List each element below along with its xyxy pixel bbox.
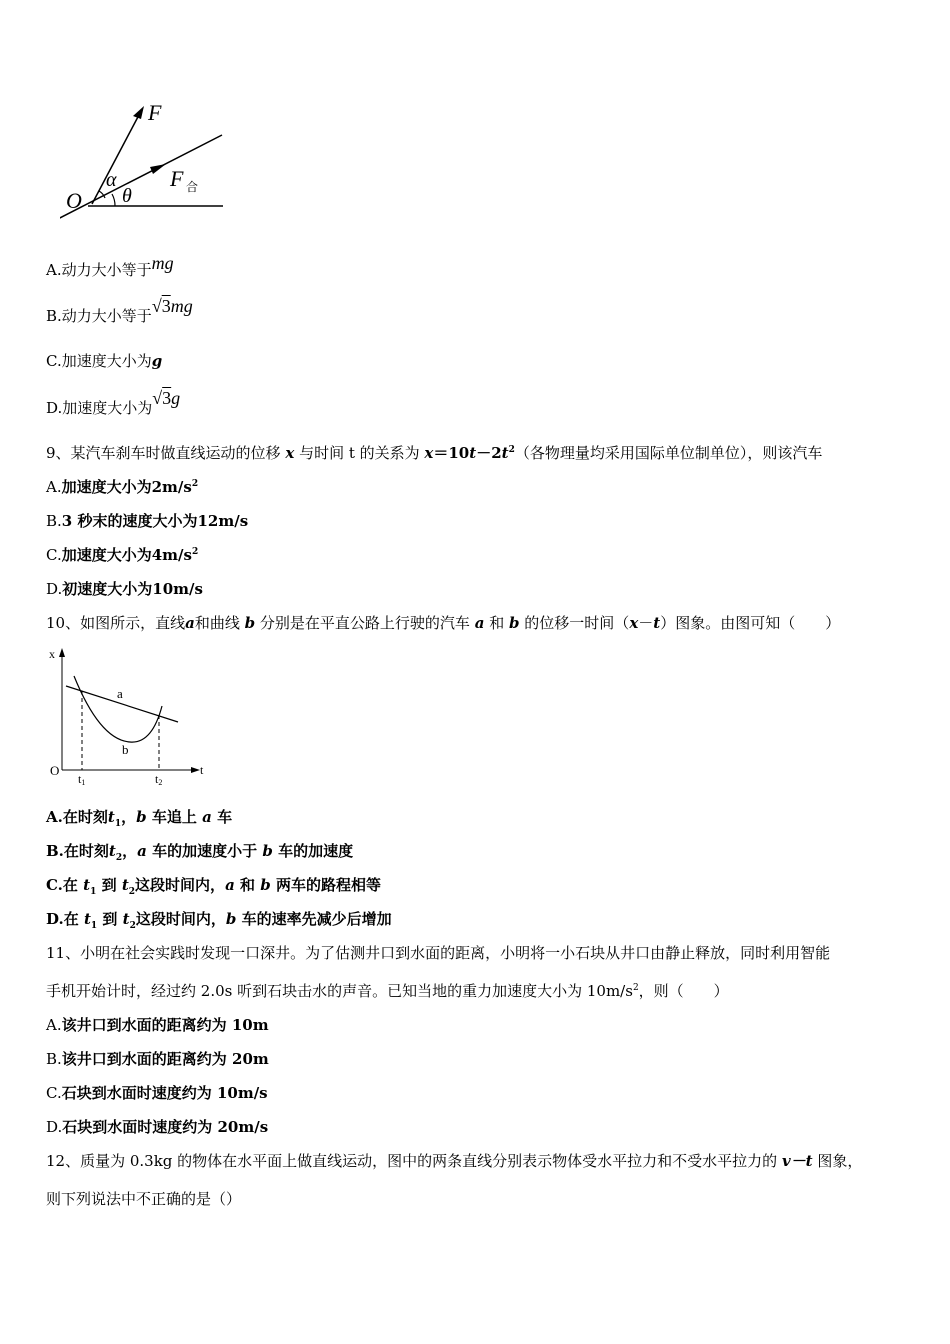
math-mg: mg: [170, 296, 193, 316]
sqrt-symbol: √3: [151, 296, 171, 316]
curve-b-label: b: [122, 742, 129, 757]
label-theta: θ: [122, 185, 132, 207]
q8-option-d[interactable]: [46, 388, 181, 418]
force-diagram: [60, 98, 240, 228]
incline-line: [60, 135, 222, 223]
force-resultant-arrowhead: [150, 164, 166, 174]
y-axis-label: x: [49, 647, 55, 661]
option-prefix: B.: [46, 307, 62, 325]
option-text: 加速度大小为: [62, 399, 153, 417]
x-axis-arrowhead: [191, 767, 200, 773]
angle-theta-arc: [112, 194, 115, 206]
math-g: g: [151, 352, 163, 370]
q11-option-d[interactable]: D.石块到水面时速度约为 20m/s: [46, 1118, 269, 1136]
math-mg: mg: [151, 253, 174, 273]
q11-option-a[interactable]: A.该井口到水面的距离约为 10m: [46, 1016, 269, 1034]
line-a-label: a: [117, 686, 123, 701]
sqrt-radicand: 3: [162, 388, 172, 408]
q8-option-a[interactable]: [46, 253, 174, 280]
option-text: 动力大小等于: [61, 261, 152, 279]
q11-option-b[interactable]: B.该井口到水面的距离约为 20m: [46, 1050, 269, 1068]
q10-option-a[interactable]: A.在时刻$t_1$，b 车追上 a 车: [46, 808, 233, 829]
label-O: O: [66, 188, 82, 213]
q8-option-c[interactable]: [46, 351, 162, 371]
q9-stem: 9、某汽车刹车时做直线运动的位移 x 与时间 t 的关系为 $x=10t-2t^2$（各物理量均采用国际单位制单位），则该汽车: [46, 444, 823, 462]
label-alpha: α: [106, 169, 117, 191]
label-F: F: [148, 100, 162, 125]
t1-label: t1: [78, 772, 86, 786]
math-g: g: [171, 388, 181, 408]
q10-option-c[interactable]: C.在 $t_1$ 到 $t_2$这段时间内，a 和 b 两车的路程相等: [46, 876, 382, 897]
option-text: 动力大小等于: [61, 307, 152, 325]
y-axis-arrowhead: [59, 648, 65, 657]
t2-label: t2: [155, 772, 163, 786]
option-prefix: D.: [46, 399, 63, 417]
q9-option-a[interactable]: A.加速度大小为$2m/s^2$: [46, 478, 199, 496]
x-axis-label: t: [200, 763, 204, 777]
q11-stem-line2: 手机开始计时，经过约 2.0s 听到石块击水的声音。已知当地的重力加速度大小为 $10m/s^2$，则（ ）: [46, 982, 729, 1000]
force-F-arrowhead: [133, 106, 144, 119]
q8-option-b[interactable]: [46, 296, 193, 326]
q12-stem-line2: 则下列说法中不正确的是（）: [46, 1190, 242, 1208]
q9-option-c[interactable]: C.加速度大小为$4m/s^2$: [46, 546, 199, 564]
sqrt-radicand: 3: [161, 296, 171, 316]
q12-stem-line1: 12、质量为 0.3kg 的物体在水平面上做直线运动，图中的两条直线分别表示物体受水平拉力和不受水平拉力的 v－t 图象，: [46, 1152, 863, 1170]
q9-option-b[interactable]: B.3 秒末的速度大小为12m/s: [46, 512, 249, 530]
origin-label: O: [50, 763, 60, 778]
option-text: 加速度大小为: [61, 352, 152, 370]
label-resultant-sub: 合: [186, 180, 199, 194]
q11-option-c[interactable]: C.石块到水面时速度约为 10m/s: [46, 1084, 268, 1102]
xt-graph: [44, 644, 214, 786]
q9-option-d[interactable]: D.初速度大小为10m/s: [46, 580, 203, 598]
option-prefix: A.: [46, 261, 62, 279]
q11-stem-line1: 11、小明在社会实践时发现一口深井。为了估测井口到水面的距离，小明将一小石块从井口由静止释放，同时利用智能: [46, 944, 831, 962]
label-F-resultant: F: [170, 166, 184, 191]
option-prefix: C.: [46, 352, 62, 370]
q10-option-b[interactable]: B.在时刻$t_2$，a 车的加速度小于 b 车的加速度: [46, 842, 354, 863]
q10-stem: 10、如图所示，直线a和曲线 b 分别是在平直公路上行驶的汽车 a 和 b 的位移一时间（x－t）图象。由图可知（ ）: [46, 614, 841, 632]
q10-option-d[interactable]: D.在 $t_1$ 到 $t_2$这段时间内，b 车的速率先减少后增加: [46, 910, 392, 931]
sqrt-symbol: √3: [152, 388, 172, 408]
